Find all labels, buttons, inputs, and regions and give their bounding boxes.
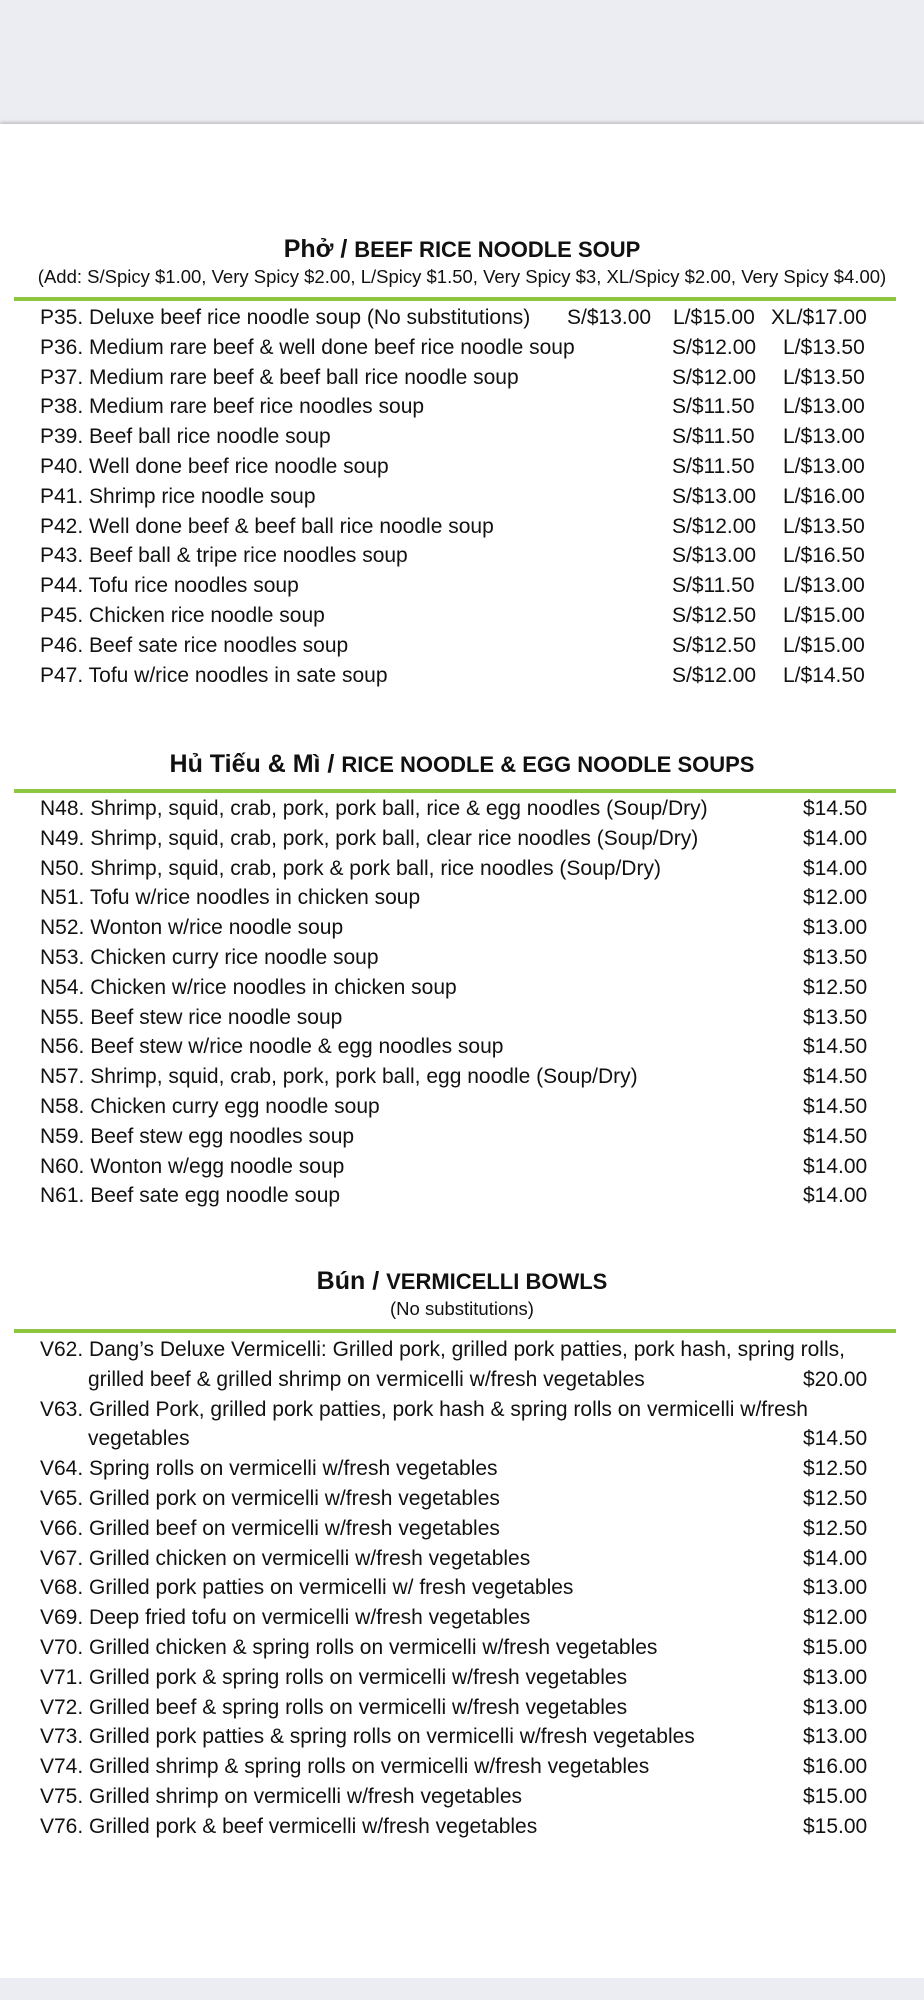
menu-item	[0, 571, 924, 601]
item-name: N50. Shrimp, squid, crab, pork & pork ball, rice noodles (Soup/Dry)	[40, 856, 661, 880]
item-name: P43. Beef ball & tripe rice noodles soup	[40, 544, 408, 568]
menu-item	[0, 303, 924, 333]
item-price: $14.50	[803, 797, 868, 820]
menu-item	[0, 1335, 924, 1395]
menu-list	[0, 794, 924, 1211]
menu-item	[0, 943, 924, 973]
item-price: $14.50	[803, 1065, 868, 1089]
item-name: V73. Grilled pork patties & spring rolls on vermicelli w/fresh vegetables	[40, 1725, 695, 1749]
price-large: L/$14.50	[783, 663, 865, 687]
menu-item	[0, 1152, 924, 1182]
item-price: $13.00	[803, 1725, 868, 1749]
item-price: $12.50	[803, 1516, 868, 1540]
price-large: L/$16.00	[783, 484, 865, 508]
item-price: $13.00	[803, 1665, 868, 1689]
item-name: P35. Deluxe beef rice noodle soup (No substitutions)	[40, 306, 531, 329]
menu-item	[0, 1484, 924, 1514]
item-price: $14.50	[803, 1035, 868, 1059]
item-price: $15.00	[803, 1635, 868, 1659]
section-divider	[14, 1329, 896, 1333]
price-xl: XL/$17.00	[771, 306, 867, 329]
item-price: $14.00	[803, 1184, 868, 1208]
price-large: L/$15.00	[783, 633, 865, 657]
item-price: $13.00	[803, 1576, 868, 1600]
menu-item	[0, 1693, 924, 1723]
item-name: P41. Shrimp rice noodle soup	[40, 484, 316, 508]
menu-item	[0, 1812, 924, 1842]
menu-item	[0, 363, 924, 393]
item-name: P36. Medium rare beef & well done beef rice noodle soup	[40, 335, 575, 359]
title-vietnamese: Bún /	[316, 1267, 380, 1295]
title-english: VERMICELLI BOWLS	[386, 1269, 608, 1294]
item-name: N49. Shrimp, squid, crab, pork, pork ball, clear rice noodles (Soup/Dry)	[40, 826, 699, 850]
section-divider	[14, 789, 896, 793]
price-large: L/$13.50	[783, 514, 865, 538]
menu-item	[0, 794, 924, 824]
price-small: S/$12.00	[672, 663, 757, 687]
item-name: V62. Dang’s Deluxe Vermicelli: Grilled pork, grilled pork patties, pork hash, spring rolls, grilled beef & grilled shrimp on vermicelli w/fresh vegetables	[40, 1338, 845, 1391]
menu-page[interactable]	[0, 124, 924, 1978]
price-large: L/$15.00	[673, 306, 755, 329]
item-name: P39. Beef ball rice noodle soup	[40, 425, 331, 449]
section-divider	[14, 297, 896, 301]
price-large: L/$13.00	[783, 574, 865, 598]
section-note: (Add: S/Spicy $1.00, Very Spicy $2.00, L/Spicy $1.50, Very Spicy $3, XL/Spicy $2.00, Very Spicy $4.00)	[37, 266, 887, 287]
menu-item	[0, 973, 924, 1003]
price-large: L/$16.50	[783, 544, 865, 568]
item-name: P40. Well done beef rice noodle soup	[40, 454, 389, 478]
item-name: N60. Wonton w/egg noodle soup	[40, 1154, 345, 1178]
item-price: $14.50	[803, 1124, 868, 1148]
item-name: V76. Grilled pork & beef vermicelli w/fresh vegetables	[40, 1814, 538, 1838]
menu-item	[0, 601, 924, 631]
item-name: V64. Spring rolls on vermicelli w/fresh vegetables	[40, 1457, 498, 1481]
item-name: V67. Grilled chicken on vermicelli w/fresh vegetables	[40, 1546, 531, 1570]
menu-item	[0, 512, 924, 542]
item-name: P44. Tofu rice noodles soup	[40, 574, 299, 598]
item-name: V72. Grilled beef & spring rolls on vermicelli w/fresh vegetables	[40, 1695, 628, 1719]
item-name: N57. Shrimp, squid, crab, pork, pork ball, egg noodle (Soup/Dry)	[40, 1065, 638, 1089]
price-small: S/$12.00	[672, 514, 757, 538]
price-small: S/$11.50	[672, 425, 755, 449]
item-name: V68. Grilled pork patties on vermicelli w/ fresh vegetables	[40, 1576, 574, 1600]
menu-item	[0, 1603, 924, 1633]
item-name: P38. Medium rare beef rice noodles soup	[40, 395, 425, 419]
item-name: P47. Tofu w/rice noodles in sate soup	[40, 663, 388, 687]
price-small: S/$12.00	[672, 365, 757, 389]
menu-item	[0, 1454, 924, 1484]
item-name: V66. Grilled beef on vermicelli w/fresh vegetables	[40, 1516, 500, 1540]
item-price: $13.50	[803, 945, 868, 969]
item-name: N54. Chicken w/rice noodles in chicken soup	[40, 975, 457, 999]
item-price: $14.50	[803, 1094, 868, 1118]
section-hu-tieu	[0, 749, 924, 1211]
item-name: N61. Beef sate egg noodle soup	[40, 1184, 341, 1208]
menu-item	[0, 1722, 924, 1752]
price-small: S/$11.50	[672, 395, 755, 419]
item-name: P46. Beef sate rice noodles soup	[40, 633, 349, 657]
menu-item	[0, 1544, 924, 1574]
menu-item	[0, 1122, 924, 1152]
item-price: $12.50	[803, 1457, 868, 1481]
section-title	[0, 1266, 924, 1297]
item-price: $16.00	[803, 1755, 868, 1779]
menu-item	[0, 541, 924, 571]
item-name: N53. Chicken curry rice noodle soup	[40, 945, 379, 969]
menu-item	[0, 1062, 924, 1092]
item-name: N55. Beef stew rice noodle soup	[40, 1005, 343, 1029]
price-large: L/$13.00	[783, 454, 865, 478]
menu-item	[0, 1514, 924, 1544]
menu-item	[0, 392, 924, 422]
item-name: N48. Shrimp, squid, crab, pork, pork ball, rice & egg noodles (Soup/Dry)	[40, 797, 708, 820]
item-price: $14.00	[803, 856, 868, 880]
menu-item	[0, 1573, 924, 1603]
menu-item	[0, 1633, 924, 1663]
menu-item	[0, 1752, 924, 1782]
menu-item	[0, 452, 924, 482]
menu-item	[0, 1395, 924, 1455]
title-english: RICE NOODLE & EGG NOODLE SOUPS	[341, 752, 755, 777]
item-name: V75. Grilled shrimp on vermicelli w/fresh vegetables	[40, 1784, 523, 1808]
menu-item	[0, 1032, 924, 1062]
price-large: L/$13.00	[783, 425, 865, 449]
price-small: S/$13.00	[567, 306, 652, 329]
item-price: $14.00	[803, 826, 868, 850]
price-large: L/$15.00	[783, 603, 865, 627]
menu-list	[0, 1335, 924, 1842]
menu-item	[0, 661, 924, 691]
bottom-band	[0, 1978, 924, 2000]
item-price: $12.50	[803, 975, 868, 999]
item-name: N56. Beef stew w/rice noodle & egg noodles soup	[40, 1035, 504, 1059]
title-vietnamese: Hủ Tiếu & Mì /	[169, 750, 335, 778]
section-title	[0, 234, 924, 265]
item-price: $13.50	[803, 1005, 868, 1029]
section-note: (No substitutions)	[390, 1298, 534, 1319]
section-title	[0, 749, 924, 780]
menu-item	[0, 883, 924, 913]
item-name: P42. Well done beef & beef ball rice noodle soup	[40, 514, 494, 538]
menu-item	[0, 1003, 924, 1033]
top-band	[0, 0, 924, 122]
item-price: $15.00	[803, 1814, 868, 1838]
item-name: V71. Grilled pork & spring rolls on vermicelli w/fresh vegetables	[40, 1665, 628, 1689]
title-english: BEEF RICE NOODLE SOUP	[354, 237, 641, 262]
item-name: V70. Grilled chicken & spring rolls on vermicelli w/fresh vegetables	[40, 1635, 658, 1659]
menu-item	[0, 854, 924, 884]
item-price: $14.00	[803, 1154, 868, 1178]
item-price: $15.00	[803, 1784, 868, 1808]
item-name: V63. Grilled Pork, grilled pork patties, pork hash & spring rolls on vermicelli w/fresh vegetables	[40, 1397, 808, 1451]
price-small: S/$13.00	[672, 484, 757, 508]
menu-item	[0, 1181, 924, 1211]
item-price: $12.50	[803, 1486, 868, 1510]
menu-item	[0, 1663, 924, 1693]
price-large: L/$13.00	[783, 395, 865, 419]
item-price: $12.00	[803, 1606, 868, 1630]
item-name: P37. Medium rare beef & beef ball rice noodle soup	[40, 365, 519, 389]
price-small: S/$13.00	[672, 544, 757, 568]
menu-list	[0, 303, 924, 690]
price-small: S/$11.50	[672, 454, 755, 478]
item-price: $13.00	[803, 1695, 868, 1719]
menu-item	[0, 1092, 924, 1122]
item-price: $14.50	[803, 1427, 868, 1451]
item-name: V69. Deep fried tofu on vermicelli w/fresh vegetables	[40, 1606, 531, 1630]
price-large: L/$13.50	[783, 335, 865, 359]
menu-item	[0, 482, 924, 512]
menu-item	[0, 913, 924, 943]
item-name: N58. Chicken curry egg noodle soup	[40, 1094, 380, 1118]
section-pho	[0, 234, 924, 690]
title-vietnamese: Phở /	[283, 235, 348, 263]
price-small: S/$12.00	[672, 335, 757, 359]
item-price: $13.00	[803, 916, 868, 940]
item-name: V65. Grilled pork on vermicelli w/fresh vegetables	[40, 1486, 500, 1510]
item-name: N51. Tofu w/rice noodles in chicken soup	[40, 886, 421, 910]
item-name: P45. Chicken rice noodle soup	[40, 603, 325, 627]
menu-item	[0, 824, 924, 854]
price-small: S/$12.50	[672, 633, 757, 657]
price-large: L/$13.50	[783, 365, 865, 389]
item-name: N52. Wonton w/rice noodle soup	[40, 916, 344, 940]
section-bun	[0, 1266, 924, 1842]
price-small: S/$12.50	[672, 603, 757, 627]
menu-item	[0, 1782, 924, 1812]
price-small: S/$11.50	[672, 574, 755, 598]
menu-item	[0, 631, 924, 661]
item-price: $12.00	[803, 886, 868, 910]
item-name: V74. Grilled shrimp & spring rolls on vermicelli w/fresh vegetables	[40, 1755, 650, 1779]
item-price: $20.00	[803, 1367, 868, 1391]
item-name: N59. Beef stew egg noodles soup	[40, 1124, 355, 1148]
item-price: $14.00	[803, 1546, 868, 1570]
menu-item	[0, 422, 924, 452]
menu-item	[0, 333, 924, 363]
